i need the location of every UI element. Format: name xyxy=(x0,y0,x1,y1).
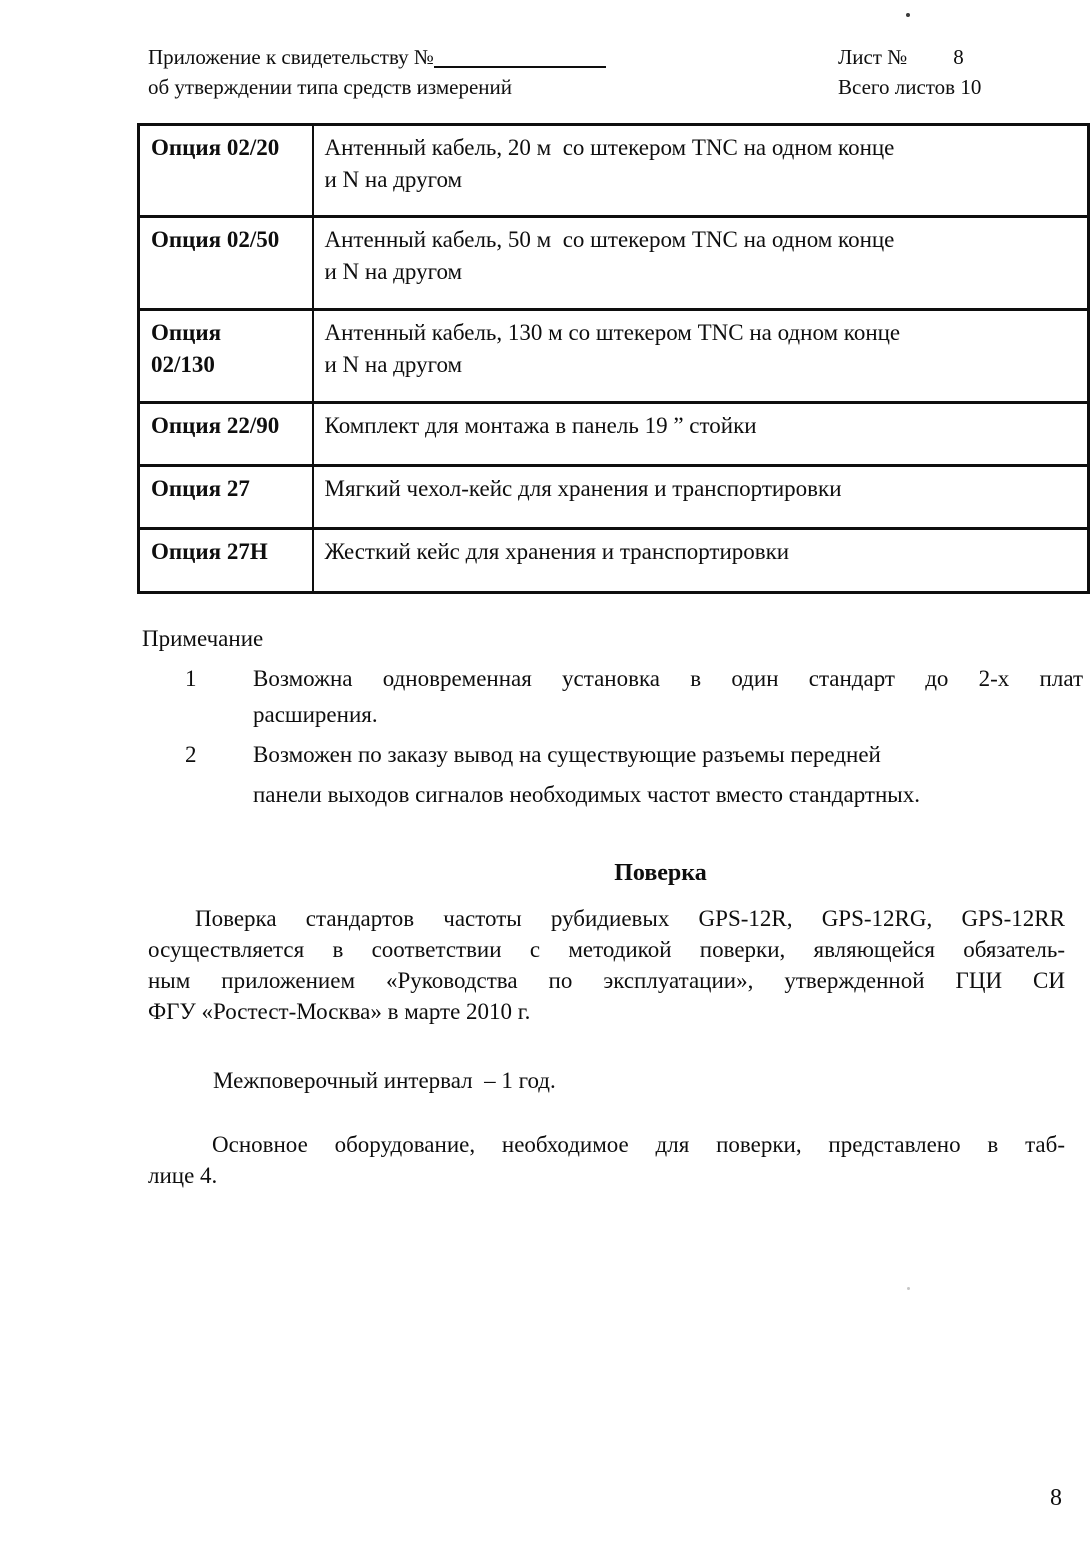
description-cell xyxy=(313,310,1089,403)
table-row xyxy=(139,310,1089,403)
verification-title: Поверка xyxy=(614,860,707,886)
description-line: Жесткий кейс для хранения и транспортировки xyxy=(324,539,790,564)
paragraph-line: ным приложением «Руководства по эксплуатации», утвержденной ГЦИ СИ xyxy=(148,968,1065,993)
note-line: Возможен по заказу вывод на существующие разъемы передней xyxy=(253,742,881,767)
scan-artifact-dot-middle xyxy=(907,1287,910,1290)
note-number: 1 xyxy=(185,666,197,691)
option-cell xyxy=(139,310,313,403)
description-line: Антенный кабель, 50 м со штекером TNC на одном конце xyxy=(324,227,895,252)
description-line: Антенный кабель, 20 м со штекером TNC на одном конце xyxy=(324,135,895,160)
note-text xyxy=(253,737,1083,813)
option-cell xyxy=(139,466,313,529)
paragraph-line: ФГУ «Ростест-Москва» в марте 2010 г. xyxy=(148,999,531,1024)
description-cell xyxy=(313,466,1089,529)
table-row xyxy=(139,217,1089,310)
note-item-2 xyxy=(185,737,1083,813)
sheet-label: Лист № xyxy=(838,45,908,69)
paragraph-line: Поверка стандартов частоты рубидиевых GPS-12R, GPS-12RG, GPS-12RR xyxy=(195,906,1065,931)
note-item-1 xyxy=(185,661,1083,733)
option-label: Опция 22/90 xyxy=(151,413,280,438)
paragraph-line: Основное оборудование, необходимое для поверки, представлено в таб- xyxy=(212,1132,1065,1157)
verification-paragraph-3 xyxy=(148,1129,1065,1191)
description-cell xyxy=(313,529,1089,593)
note-line: расширения. xyxy=(253,702,378,727)
paragraph-line: лице 4. xyxy=(148,1163,218,1188)
verification-paragraph-1 xyxy=(148,903,1065,1027)
certificate-appendix-label: Приложение к свидетельству № xyxy=(148,45,434,69)
total-sheets: Всего листов 10 xyxy=(838,75,982,99)
note-text xyxy=(253,661,1083,733)
table-row xyxy=(139,466,1089,529)
description-line: и N на другом xyxy=(324,352,463,377)
option-cell xyxy=(139,403,313,466)
description-line: и N на другом xyxy=(324,259,463,284)
sheet-number: 8 xyxy=(953,45,964,69)
header-left-line2: об утверждении типа средств измерений xyxy=(148,75,513,99)
option-label: 02/130 xyxy=(151,352,215,377)
option-cell xyxy=(139,217,313,310)
description-line: и N на другом xyxy=(324,167,463,192)
description-cell xyxy=(313,217,1089,310)
note-line: Возможна одновременная установка в один стандарт до 2-х плат xyxy=(253,666,1083,691)
options-table xyxy=(137,123,1090,594)
table-row xyxy=(139,403,1089,466)
calibration-interval-line: Межповерочный интервал – 1 год. xyxy=(213,1068,556,1093)
notes-title: Примечание xyxy=(142,626,264,651)
description-line: Комплект для монтажа в панель 19 ” стойки xyxy=(324,413,757,438)
description-line: Мягкий чехол-кейс для хранения и транспортировки xyxy=(324,476,842,501)
certificate-number-underline xyxy=(434,65,606,68)
note-number: 2 xyxy=(185,742,197,767)
description-line: Антенный кабель, 130 м со штекером TNC на одном конце xyxy=(324,320,901,345)
note-line: панели выходов сигналов необходимых частот вместо стандартных. xyxy=(253,782,920,807)
option-label: Опция 02/50 xyxy=(151,227,280,252)
description-cell xyxy=(313,125,1089,217)
page-number: 8 xyxy=(1050,1485,1062,1511)
header-left-line1 xyxy=(148,42,606,72)
option-label: Опция xyxy=(151,320,222,345)
option-label: Опция 27 xyxy=(151,476,250,501)
paragraph-line: осуществляется в соответствии с методикой поверки, являющейся обязатель- xyxy=(148,937,1065,962)
option-cell xyxy=(139,529,313,593)
header-left xyxy=(148,42,606,102)
sheet-row xyxy=(838,42,981,72)
scan-artifact-dot-top xyxy=(906,13,910,17)
header-right xyxy=(838,42,981,102)
option-cell xyxy=(139,125,313,217)
option-label: Опция 27Н xyxy=(151,539,268,564)
table-row xyxy=(139,529,1089,593)
option-label: Опция 02/20 xyxy=(151,135,280,160)
description-cell xyxy=(313,403,1089,466)
table-row xyxy=(139,125,1089,217)
